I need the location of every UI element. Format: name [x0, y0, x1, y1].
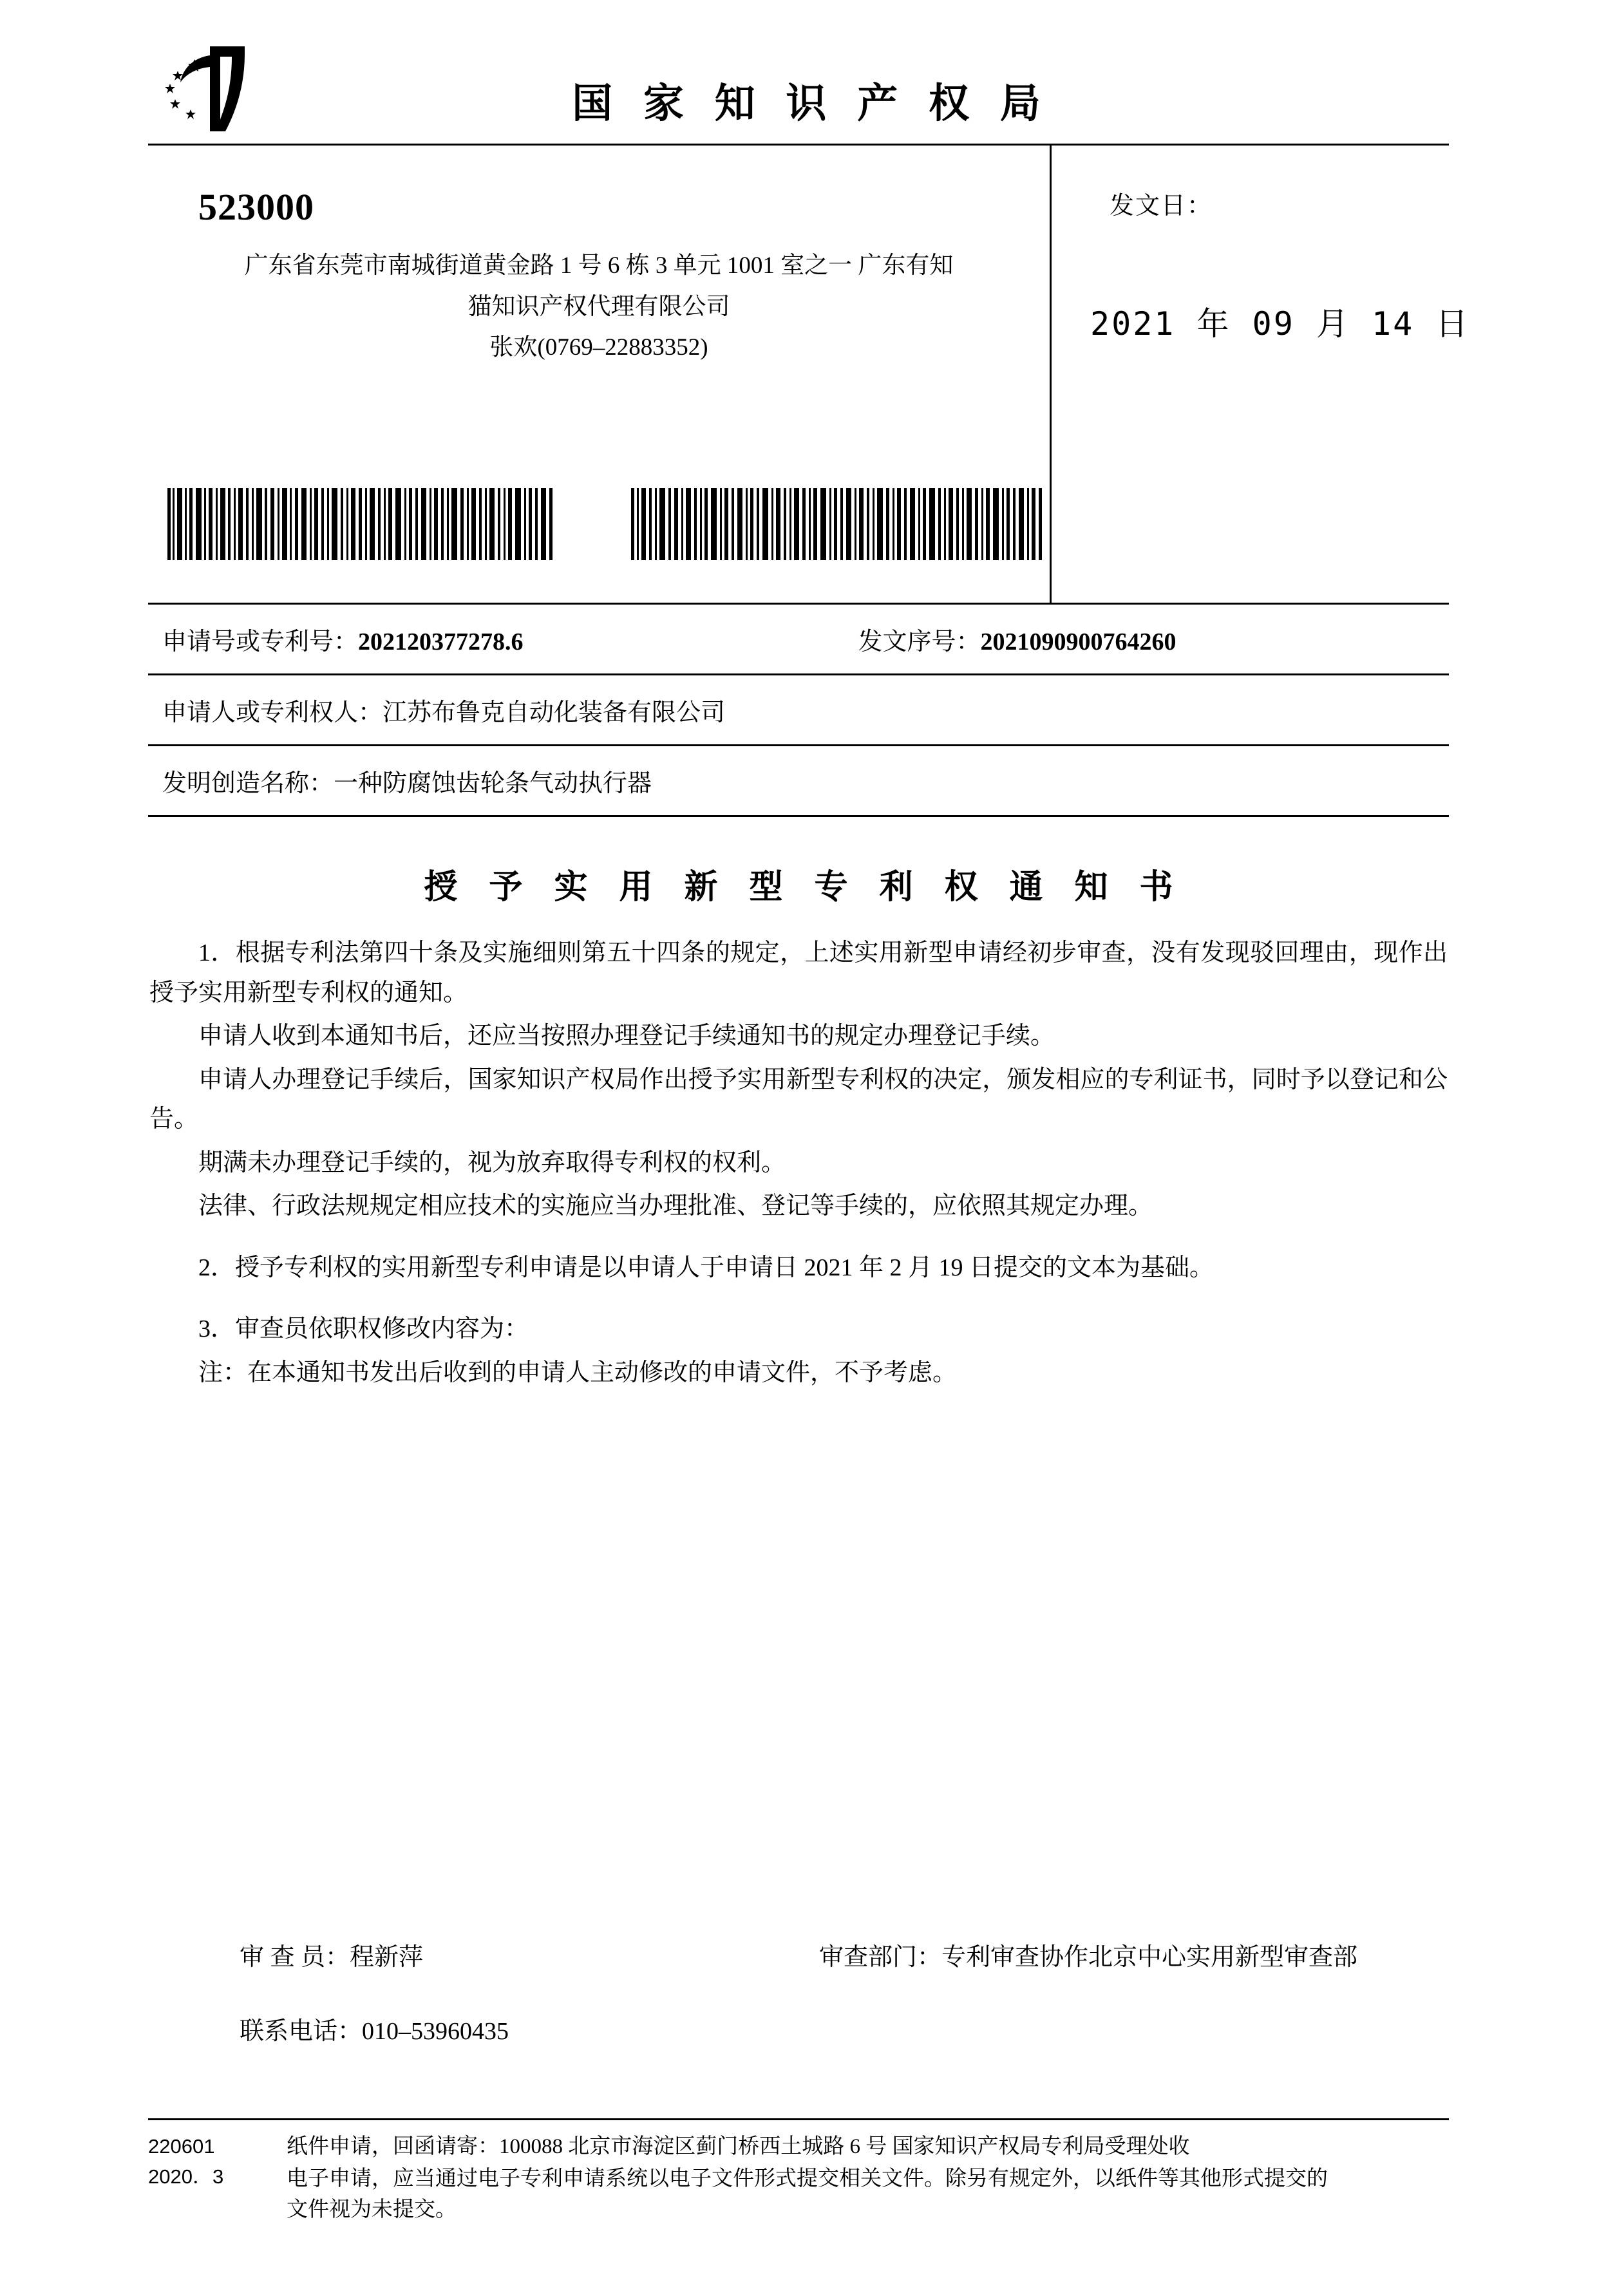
notice-document-page: [0, 37, 1597, 2296]
form-code-line-2: 2020．3: [148, 2165, 224, 2188]
body-paragraph-7: 3．审查员依职权修改内容为：: [198, 1315, 529, 1343]
body-paragraph-6: 2．授予专利权的实用新型专利申请是以申请人于申请日 2021 年 2 月 19 日提交的文本为基础。: [198, 1254, 1214, 1281]
address-line-2: 猫知识产权代理有限公司: [468, 293, 730, 320]
footer-instructions: [287, 2132, 1449, 2226]
row-invention-title: [148, 744, 1449, 815]
examiner-value: 程新萍: [350, 1944, 424, 1971]
application-number-value: 202120377278.6: [358, 628, 524, 655]
address-date-zone: [148, 146, 1470, 603]
signature-block: [149, 1937, 1448, 2046]
barcode-application-number: [167, 488, 554, 560]
department-label: 审查部门：: [819, 1944, 942, 1971]
body-paragraph-4: 期满未办理登记手续的，视为放弃取得专利权的权利。: [198, 1149, 786, 1176]
row-application-number: [148, 603, 1449, 673]
signature-row: [149, 1937, 1448, 1972]
phone-value: 010–53960435: [362, 2018, 509, 2045]
application-number-label: 申请号或专利号：: [162, 628, 359, 655]
document-title: 授 予 实 用 新 型 专 利 权 通 知 书: [424, 869, 1185, 906]
organization-title: 国 家 知 识 产 权 局: [572, 81, 1051, 126]
department-group: [819, 1937, 1357, 1972]
form-code: [148, 2132, 287, 2226]
body-paragraph-1: 1．根据专利法第四十条及实施细则第五十四条的规定，上述实用新型申请经初步审查，没有发现驳回理由，现作出授予实用新型专利权的通知。: [149, 939, 1448, 1006]
invention-title-label: 发明创造名称：: [162, 770, 334, 797]
document-header: [148, 37, 1449, 144]
issue-date-label: 发文日：: [1110, 193, 1213, 220]
address-line-3: 张欢(0769–22883352): [489, 334, 708, 361]
applicant-label: 申请人或专利权人：: [162, 699, 383, 726]
fields-bottom-divider: [148, 815, 1449, 817]
body-paragraph-8: 注：在本通知书发出后收到的申请人主动修改的申请文件，不予考虑。: [198, 1359, 958, 1386]
issue-date-block: [1050, 146, 1469, 603]
address-line-1: 广东省东莞市南城街道黄金路 1 号 6 栋 3 单元 1001 室之一 广东有知: [244, 252, 954, 279]
row-applicant: [148, 673, 1449, 744]
document-body: [149, 934, 1448, 1393]
address-block: [148, 146, 1050, 603]
examiner-group: [240, 1937, 819, 1972]
footer-line-2: 电子申请，应当通过电子专利申请系统以电子文件形式提交相关文件。除另有规定外，以纸件等其他形式提交的: [287, 2167, 1328, 2190]
examiner-label: 审 查 员：: [240, 1944, 350, 1971]
barcode-group: [167, 488, 1043, 560]
body-paragraph-2: 申请人收到本通知书后，还应当按照办理登记手续通知书的规定办理登记手续。: [198, 1022, 1055, 1050]
barcode-serial-number: [631, 488, 1043, 560]
footer-line-3: 文件视为未提交。: [287, 2197, 457, 2221]
recipient-address: [200, 245, 998, 368]
serial-number-label: 发文序号：: [858, 628, 981, 655]
department-value: 专利审查协作北京中心实用新型审查部: [941, 1944, 1358, 1971]
footer-line-1: 纸件申请，回函请寄：100088 北京市海淀区蓟门桥西土城路 6 号 国家知识产权局专利局受理处收: [287, 2135, 1190, 2158]
serial-number-value: 2021090900764260: [980, 628, 1176, 655]
body-paragraph-3: 申请人办理登记手续后，国家知识产权局作出授予实用新型专利权的决定，颁发相应的专利证书，同时予以登记和公告。: [149, 1066, 1448, 1133]
cnipa-logo-icon: [148, 42, 270, 139]
phone-group: [149, 2011, 1448, 2046]
phone-label: 联系电话：: [240, 2018, 363, 2045]
body-paragraph-5: 法律、行政法规规定相应技术的实施应当办理批准、登记等手续的，应依照其规定办理。: [198, 1192, 1153, 1220]
document-footer: [148, 2118, 1449, 2226]
issue-date-value: 2021 年 09 月 14 日: [1090, 305, 1470, 343]
invention-title-value: 一种防腐蚀齿轮条气动执行器: [334, 770, 652, 797]
form-code-line-1: 220601: [148, 2135, 215, 2158]
postcode: 523000: [198, 186, 314, 228]
applicant-value: 江苏布鲁克自动化装备有限公司: [383, 699, 726, 726]
serial-number-group: [858, 621, 1176, 657]
